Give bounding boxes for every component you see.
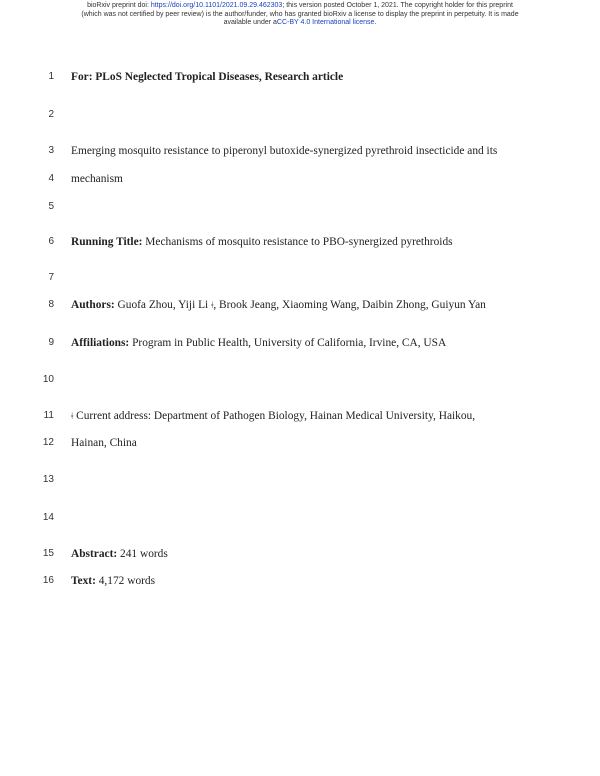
preprint-header bbox=[0, 2, 600, 28]
header-line-3: available under aCC-BY 4.0 International license. bbox=[223, 19, 377, 27]
line-number: 11 bbox=[43, 410, 54, 421]
header-line-2: (which was not certified by peer review) is the author/funder, who has granted bioRxiv a license to display the preprint in perpetuity. It is made bbox=[81, 10, 519, 18]
manuscript-line-6 bbox=[0, 235, 600, 249]
line-number: 15 bbox=[42, 548, 54, 559]
manuscript-line-14 bbox=[0, 511, 600, 525]
authors-label: Authors: bbox=[71, 299, 115, 311]
line-number: 12 bbox=[42, 437, 54, 448]
current-address-mark: ǂ bbox=[71, 411, 74, 421]
manuscript-line-15 bbox=[0, 547, 600, 561]
manuscript-line-3 bbox=[0, 144, 600, 158]
doi-link[interactable]: https://doi.org/10.1101/2021.09.29.462303 bbox=[150, 2, 283, 9]
line-number: 16 bbox=[42, 575, 54, 586]
manuscript-line-13 bbox=[0, 473, 600, 487]
title-line-2: mechanism bbox=[71, 173, 123, 185]
manuscript-line-12 bbox=[0, 436, 600, 450]
manuscript-line-1 bbox=[0, 70, 600, 84]
affiliations-label: Affiliations: bbox=[71, 337, 130, 349]
line-number: 1 bbox=[48, 71, 54, 82]
manuscript-line-9 bbox=[0, 336, 600, 350]
title-line-1: Emerging mosquito resistance to piperonyl butoxide-synergized pyrethroid insecticide and its bbox=[71, 145, 498, 157]
line-number: 13 bbox=[42, 474, 54, 485]
current-address-mark: ǂ bbox=[211, 300, 214, 310]
manuscript-line-10 bbox=[0, 373, 600, 387]
line-number: 3 bbox=[48, 145, 54, 156]
line-number: 6 bbox=[48, 236, 54, 247]
header-line-1: bioRxiv preprint doi: https://doi.org/10.1101/2021.09.29.462303; this version posted October 1, 2021. The copyright holder for this preprint bbox=[87, 2, 513, 9]
license-link[interactable]: CC-BY 4.0 International license bbox=[276, 19, 375, 27]
journal-target: For: PLoS Neglected Tropical Diseases, Research article bbox=[71, 71, 344, 83]
manuscript-line-4 bbox=[0, 172, 600, 186]
authors: Authors: Guofa Zhou, Yiji Li ǂ, Brook Jeang, Xiaoming Wang, Daibin Zhong, Guiyun Yan bbox=[71, 299, 486, 311]
current-address-cont: Hainan, China bbox=[71, 437, 137, 449]
running-title-label: Running Title: bbox=[71, 236, 143, 248]
manuscript-line-7 bbox=[0, 271, 600, 285]
manuscript-line-11 bbox=[0, 409, 600, 423]
line-number: 10 bbox=[42, 374, 54, 385]
affiliations: Affiliations: Program in Public Health, University of California, Irvine, CA, USA bbox=[71, 337, 447, 349]
abstract-word-count: Abstract: 241 words bbox=[71, 548, 168, 560]
running-title: Running Title: Mechanisms of mosquito resistance to PBO-synergized pyrethroids bbox=[71, 236, 453, 248]
line-number: 7 bbox=[48, 272, 54, 283]
line-number: 8 bbox=[48, 299, 54, 310]
manuscript-line-16 bbox=[0, 574, 600, 588]
line-number: 4 bbox=[48, 173, 54, 184]
line-number: 9 bbox=[48, 337, 54, 348]
abstract-label: Abstract: bbox=[71, 548, 118, 560]
manuscript-line-2 bbox=[0, 108, 600, 122]
line-number: 14 bbox=[42, 512, 54, 523]
text-word-count: Text: 4,172 words bbox=[71, 575, 156, 587]
manuscript-line-5 bbox=[0, 200, 600, 214]
line-number: 2 bbox=[48, 109, 54, 120]
line-number: 5 bbox=[48, 201, 54, 212]
current-address: ǂ Current address: Department of Pathogen Biology, Hainan Medical University, Haikou, bbox=[71, 410, 476, 422]
text-label: Text: bbox=[71, 575, 96, 587]
manuscript-line-8 bbox=[0, 298, 600, 312]
